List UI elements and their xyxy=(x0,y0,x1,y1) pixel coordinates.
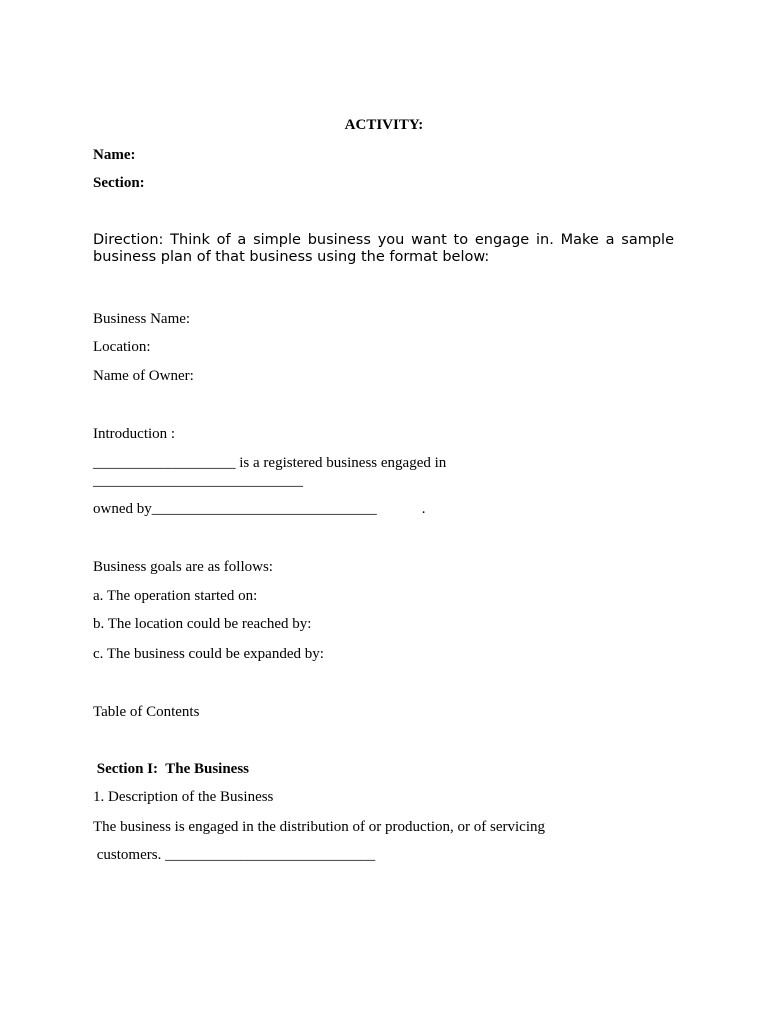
section-1-subheading: 1. Description of the Business xyxy=(93,789,274,805)
goal-item-c: c. The business could be expanded by: xyxy=(93,646,324,662)
goals-heading: Business goals are as follows: xyxy=(93,559,273,575)
section-1-body-line-2: customers. ____________________________ xyxy=(93,847,376,863)
table-of-contents-heading: Table of Contents xyxy=(93,704,200,720)
introduction-line-1: ___________________ is a registered business engaged in xyxy=(93,455,447,471)
location-label: Location: xyxy=(93,339,151,355)
goal-item-a: a. The operation started on: xyxy=(93,588,258,604)
name-label: Name: xyxy=(93,147,136,163)
business-name-label: Business Name: xyxy=(93,311,191,327)
goal-item-b: b. The location could be reached by: xyxy=(93,616,312,632)
introduction-heading: Introduction : xyxy=(93,426,176,442)
introduction-line-2: ____________________________ xyxy=(93,473,303,489)
section-1-body-line-1: The business is engaged in the distribution of or production, or of servicing xyxy=(93,819,545,835)
activity-title: ACTIVITY: xyxy=(344,117,424,133)
direction-paragraph: Direction: Think of a simple business you want to engage in. Make a sample business plan of that business using the format below: xyxy=(93,232,674,265)
owner-name-label: Name of Owner: xyxy=(93,368,194,384)
section-1-heading: Section I: The Business xyxy=(93,761,250,777)
introduction-line-3: owned by______________________________ . xyxy=(93,501,426,517)
section-label: Section: xyxy=(93,175,145,191)
